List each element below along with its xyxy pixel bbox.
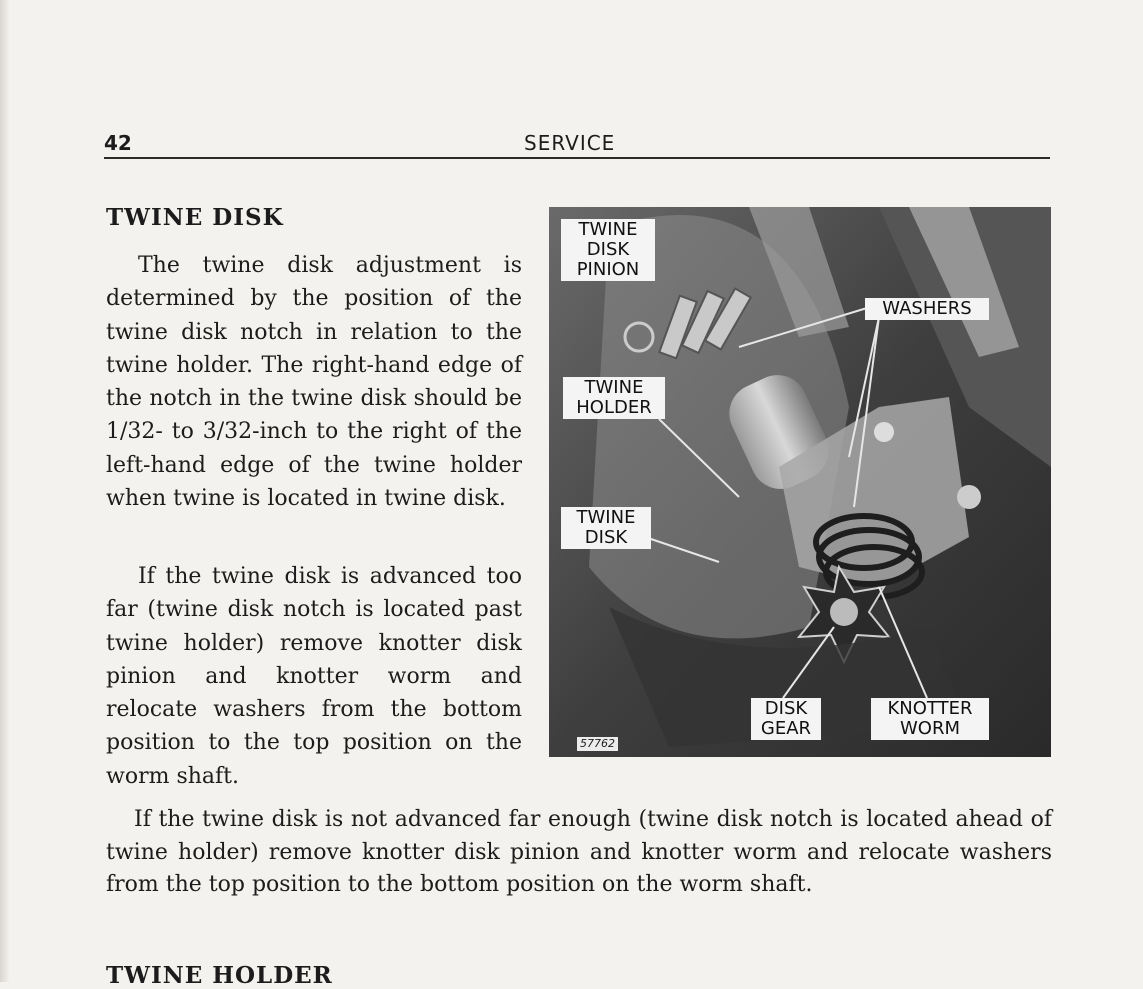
callout-line: TWINE [576,507,636,528]
callout-line: WORM [899,718,960,739]
section-title: TWINE DISK [106,204,284,231]
callout-twine-disk-pinion [561,219,655,281]
callout-line: GEAR [760,718,812,739]
next-section-title: TWINE HOLDER [106,962,333,989]
knotter-photo [549,207,1051,757]
callout-line: TWINE [578,219,638,240]
callout-line: HOLDER [576,397,652,418]
callout-disk-gear [751,698,821,740]
running-head: SERVICE [524,131,616,155]
page-edge [0,0,10,982]
callout-twine-disk [561,507,651,549]
page-number: 42 [104,131,132,155]
callout-line: DISK [586,239,630,260]
callout-washers [865,298,989,320]
page-header [104,131,1050,159]
figure-id: 57762 [577,737,618,751]
callout-twine-holder [563,377,665,419]
paragraph-adjustment: The twine disk adjustment is determined by the position of the twine disk notch in relation to the twine holder. The right-hand edge of the notch in the twine disk should be 1/32- to 3/32-inch to the right of the left-hand edge of the twine holder when twine is located in twine disk. [106,253,522,512]
callout-knotter-worm [871,698,989,740]
callout-line: DISK [584,527,628,548]
callout-line: DISK [764,698,808,719]
callout-line: WASHERS [882,298,972,319]
knotter-photo-drawing [549,207,1051,757]
callout-line: KNOTTER [887,698,973,719]
paragraph-advanced-too-far: If the twine disk is advanced too far (twine disk notch is located past twine holder) remove knotter disk pinion and knotter worm and relocate washers from the bottom position to the top position on the worm shaft. [106,564,522,789]
paragraph-not-advanced-enough: If the twine disk is not advanced far enough (twine disk notch is located ahead of twine holder) remove knotter disk pinion and knotter worm and relocate washers from the top position to the bottom position on the worm shaft. [106,807,1052,897]
callout-line: TWINE [584,377,644,398]
callout-line: PINION [576,259,640,280]
